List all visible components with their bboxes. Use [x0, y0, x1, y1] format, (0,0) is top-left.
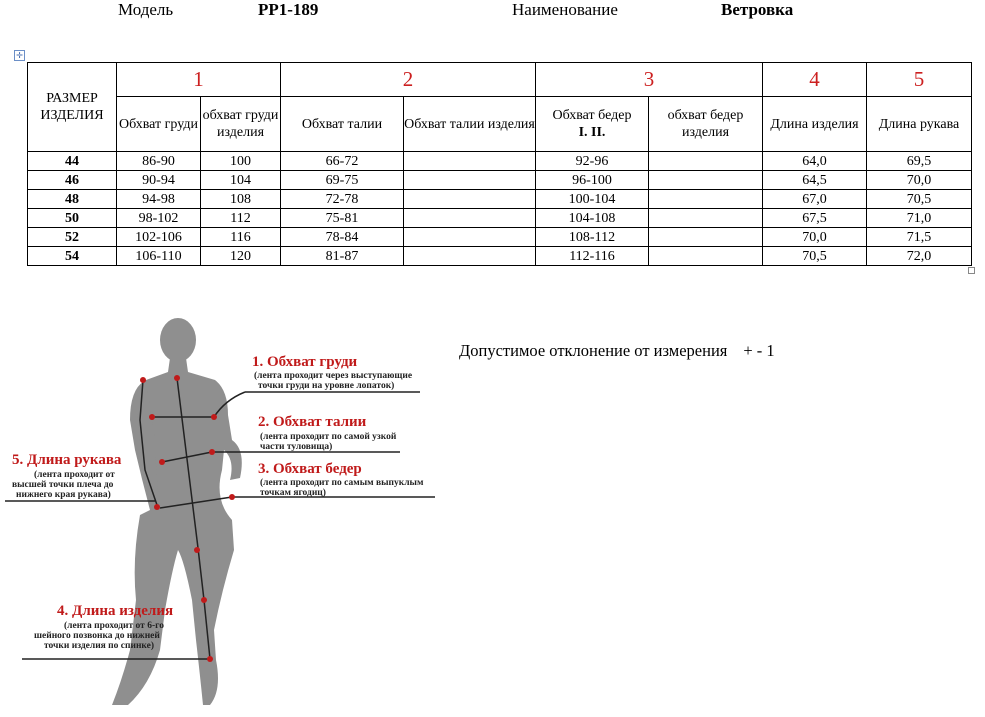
subheader-chest: Обхват груди [117, 97, 201, 152]
label-2-line-2: части туловища) [260, 442, 333, 452]
table-row [28, 228, 972, 247]
size-table [27, 62, 972, 266]
name-label: Наименование [512, 0, 618, 19]
subheader-sleeve: Длина рукава [867, 97, 972, 152]
label-1-line-1: (лента проходит через выступающие [254, 371, 413, 381]
table-cell: 69,5 [867, 152, 972, 171]
label-3-line-1: (лента проходит по самым выпуклым [260, 478, 424, 488]
table-cell [404, 209, 536, 228]
table-cell: 67,0 [763, 190, 867, 209]
table-cell: 75-81 [281, 209, 404, 228]
group-number-2: 2 [281, 63, 536, 97]
label-4-line-2: шейного позвонка до нижней [34, 631, 160, 641]
table-cell: 90-94 [117, 171, 201, 190]
table-cell: 70,0 [867, 171, 972, 190]
table-row [28, 247, 972, 266]
table-cell: 64,0 [763, 152, 867, 171]
label-3-line-2: точкам ягодиц) [260, 488, 326, 498]
table-cell: 104 [201, 171, 281, 190]
table-cell: 67,5 [763, 209, 867, 228]
subheader-hips-roman: I. II. [578, 125, 606, 140]
subheader-length: Длина изделия [763, 97, 867, 152]
table-cell: 108-112 [536, 228, 649, 247]
label-2-title: 2. Обхват талии [258, 414, 367, 430]
tolerance-value: + - 1 [743, 341, 775, 360]
label-4-line-1: (лента проходит от 6-го [64, 621, 164, 631]
size-column-header: РАЗМЕР ИЗДЕЛИЯ [28, 63, 117, 152]
label-5-line-3: нижнего края рукава) [16, 490, 111, 500]
table-move-handle-icon[interactable]: ✛ [14, 50, 25, 61]
table-cell [649, 171, 763, 190]
table-cell: 102-106 [117, 228, 201, 247]
size-cell: 44 [28, 152, 117, 171]
table-cell: 120 [201, 247, 281, 266]
table-row [28, 152, 972, 171]
table-cell: 72,0 [867, 247, 972, 266]
table-cell: 71,5 [867, 228, 972, 247]
table-cell [404, 152, 536, 171]
table-cell [649, 228, 763, 247]
table-row [28, 209, 972, 228]
table-cell: 72-78 [281, 190, 404, 209]
group-number-4: 4 [763, 63, 867, 97]
table-cell: 92-96 [536, 152, 649, 171]
table-cell: 94-98 [117, 190, 201, 209]
table-cell [649, 190, 763, 209]
label-1-line-2: точки груди на уровне лопаток) [258, 381, 395, 391]
model-value: PP1-189 [258, 0, 319, 19]
table-cell: 81-87 [281, 247, 404, 266]
table-cell: 100-104 [536, 190, 649, 209]
table-row [28, 171, 972, 190]
subheader-hips-garment: обхват бедер изделия [649, 97, 763, 152]
table-group-header-row [28, 63, 972, 97]
model-label: Модель [118, 0, 174, 19]
label-5-line-2: высшей точки плеча до [12, 480, 114, 490]
size-cell: 46 [28, 171, 117, 190]
tolerance-label: Допустимое отклонение от измерения [459, 341, 728, 360]
table-cell: 104-108 [536, 209, 649, 228]
table-cell: 112-116 [536, 247, 649, 266]
table-cell: 108 [201, 190, 281, 209]
subheader-waist-garment: Обхват талии изделия [404, 97, 536, 152]
label-2-line-1: (лента проходит по самой узкой [260, 432, 397, 442]
label-4-line-3: точки изделия по спинке) [44, 641, 155, 651]
group-number-3: 3 [536, 63, 763, 97]
group-number-5: 5 [867, 63, 972, 97]
label-5-title: 5. Длина рукава [12, 452, 122, 468]
table-cell: 70,0 [763, 228, 867, 247]
table-cell: 70,5 [763, 247, 867, 266]
table-row [28, 190, 972, 209]
table-cell [404, 228, 536, 247]
subheader-hips [536, 97, 649, 152]
table-cell [649, 152, 763, 171]
table-cell: 78-84 [281, 228, 404, 247]
size-cell: 54 [28, 247, 117, 266]
subheader-waist: Обхват талии [281, 97, 404, 152]
group-number-1: 1 [117, 63, 281, 97]
tolerance-note [459, 341, 775, 361]
label-4-title: 4. Длина изделия [57, 603, 174, 619]
table-cell: 100 [201, 152, 281, 171]
table-cell: 86-90 [117, 152, 201, 171]
measurement-figure [0, 300, 470, 717]
table-cell: 96-100 [536, 171, 649, 190]
table-subheader-row [28, 97, 972, 152]
size-cell: 48 [28, 190, 117, 209]
size-cell: 52 [28, 228, 117, 247]
table-cell [649, 209, 763, 228]
table-cell [404, 247, 536, 266]
name-value: Ветровка [721, 0, 794, 19]
subheader-chest-garment: обхват груди изделия [201, 97, 281, 152]
subheader-hips-text: Обхват бедер [552, 108, 632, 123]
table-cell [404, 171, 536, 190]
table-cell: 71,0 [867, 209, 972, 228]
label-5-line-1: (лента проходит от [34, 470, 115, 480]
label-3-title: 3. Обхват бедер [258, 461, 362, 477]
table-cell: 66-72 [281, 152, 404, 171]
table-cell: 112 [201, 209, 281, 228]
table-resize-handle[interactable] [968, 267, 975, 274]
size-cell: 50 [28, 209, 117, 228]
table-cell: 70,5 [867, 190, 972, 209]
table-cell: 69-75 [281, 171, 404, 190]
table-cell: 106-110 [117, 247, 201, 266]
table-cell: 64,5 [763, 171, 867, 190]
table-cell: 116 [201, 228, 281, 247]
table-cell [649, 247, 763, 266]
label-1-title: 1. Обхват груди [252, 354, 358, 370]
table-cell: 98-102 [117, 209, 201, 228]
table-cell [404, 190, 536, 209]
